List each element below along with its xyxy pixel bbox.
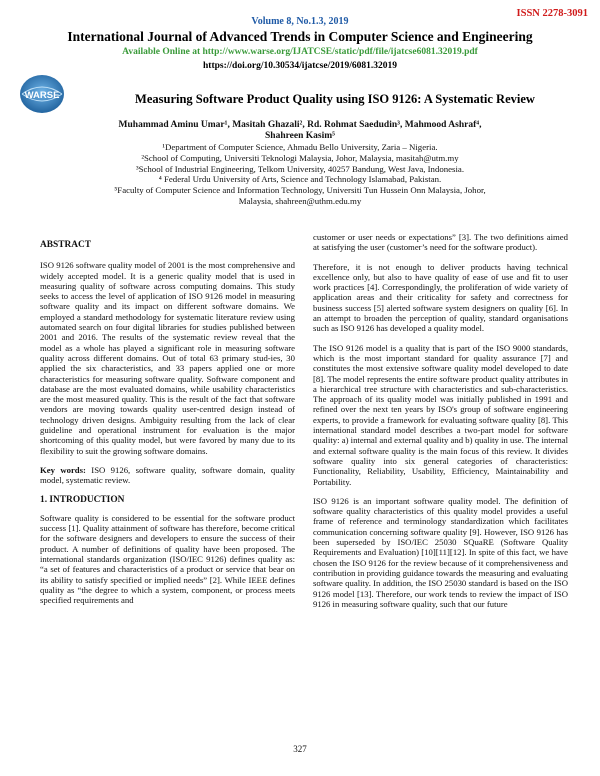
page-number: 327	[293, 744, 307, 754]
author-line-1: Muhammad Aminu Umar¹, Masitah Ghazali², Rd. Rohmat Saedudin³, Mahmood Ashraf⁴,	[118, 120, 482, 130]
abstract-text: ISO 9126 software quality model of 2001 is the most comprehensive and widely accepted model. It is a generic quality model that is used in measuring quality of software across computing domains. This study seeks to access the level of application of ISO 9126 model in measuring software quality and its impact on different software domains. We employed a standard methodology for systematic literature review using automated search on four digital libraries for studies published between 2001 and 2016. The results of the systematic review reveal that the model as a whole has played a significant role in measuring software quality across different domains. Out of total 63 primary stud-ies, 30 applied the six characteristics, and 33 papers applied one or more characteristics for measuring software quality. Software component and database are the most evaluated domains, while usability characteristics are the most measured quality. This is the result of the fact that software vendors are moving towards quality user-centred design instead of technology driven designs. Ambiguity resulting from the lack of clear guideline and operational instrument for evaluation is the major shortcoming of this quality model, but were favored by many due to its flexibility to suit the growing software domains.	[40, 260, 295, 456]
doi-link[interactable]: https://doi.org/10.30534/ijatcse/2019/6081.32019	[203, 61, 397, 71]
right-paragraph-2: Therefore, it is not enough to deliver products having technical excellence only, but also to have quality of ease of use and fit to user work practices [4]. Correspondingly, the proliferation of wide variety of application areas and their criticality for safety and correctness for business success [5] alerted software system designers on quality [6]. In an attempt to broaden the perception of quality, standard organisations such as ISO 9126 has developed a quality model.	[313, 261, 568, 334]
issn-label: ISSN 2278-3091	[516, 8, 588, 19]
right-paragraph-3: The ISO 9126 model is a quality that is part of the ISO 9000 standards, which is the most important standard for quality assurance [7] and constitutes the most extensive software quality model developed to date [8]. The model represents the entire software product quality attributes in a hierarchical tree structure with characteristics and sub-characteristics. The approach of its quality model was initially published in 1991 and refined over the next ten years by ISO's group of software engineering experts, to provide a framework for evaluating software quality [8]. This international standard model describes a two-part model for software quality: a) internal and external quality and b) quality in use. The internal and external software quality is the main focus of this review. It divides software quality into six general categories of characteristics: Functionality, Reliability, Usability, Efficiency, Maintainability and Portability.	[313, 342, 568, 487]
affiliations	[40, 142, 560, 207]
intro-paragraph-1: Software quality is considered to be essential for the software product success [1]. Quality attainment of software has therefore, become critical for the software designers and developers to ensure the success of their product. A number of definitions of quality have been proposed. The international standards organization (ISO/IEC 9126) defines quality as: “a set of features and characteristics of a product or service that bear on its ability to satisfy specified or implied needs” [2]. While IEEE defines quality as “the degree to which a system, component, or process meets specified requirements and	[40, 512, 295, 606]
abstract-heading: ABSTRACT	[40, 240, 92, 250]
right-paragraph-1: customer or user needs or expectations” [3]. The two definitions aimed at satisfying the user (customer’s need for the software product).	[313, 232, 568, 253]
affiliation-5-cont: Malaysia, shahreen@uthm.edu.my	[238, 195, 362, 206]
affiliation-5: ⁵Faculty of Computer Science and Information Technology, Universiti Tun Hussein Onn Malaysia, Johor,	[114, 185, 486, 196]
author-list	[60, 120, 540, 142]
online-link[interactable]: Available Online at http://www.warse.org/IJATCSE/static/pdf/file/ijatcse6081.32019.pdf	[122, 47, 478, 57]
volume-label: Volume 8, No.1.3, 2019	[251, 16, 349, 27]
keywords	[40, 465, 295, 486]
logo-text: WARSE	[24, 90, 60, 101]
warse-logo	[14, 72, 70, 116]
left-column	[40, 240, 295, 615]
introduction-heading: 1. INTRODUCTION	[40, 494, 125, 505]
journal-title: International Journal of Advanced Trends in Computer Science and Engineering	[67, 29, 533, 44]
affiliation-3: ³School of Industrial Engineering, Telkom University, 40257 Bandung, West Java, Indonesia.	[135, 163, 465, 174]
paper-title: Measuring Software Product Quality using ISO 9126: A Systematic Review	[135, 92, 535, 106]
right-paragraph-4: ISO 9126 is an important software quality model. The definition of software quality characteristics of this quality model provides a useful frame of reference and terminology standardization which facilitates communication concerning software quality [9]. However, ISO 9126 has been superseded by ISO/IEC 25030 SQuaRE (Software Quality Requirements and Evaluation) [10][11][12]. In spite of this fact, we have chosen the ISO 9126 for the review because of it comprehensiveness and contribution in providing guidance towards the measuring and evaluating software quality. In addition, the ISO 25030 standard is based on the ISO 9126 model [13]. Therefore, our work tends to review the impact of ISO 9126 in measuring software quality, such that our future	[313, 495, 568, 609]
affiliation-4: ⁴ Federal Urdu University of Arts, Science and Technology Islamabad, Pakistan.	[158, 174, 442, 185]
affiliation-1: ¹Department of Computer Science, Ahmadu Bello University, Zaria – Nigeria.	[162, 142, 438, 152]
keywords-text: ISO 9126, software quality, software domain, quality model, systematic review.	[40, 464, 295, 486]
affiliation-2: ²School of Computing, Universiti Teknologi Malaysia, Johor, Malaysia, masitah@utm.my	[141, 152, 459, 163]
right-column	[313, 232, 568, 618]
keywords-label: Key words:	[40, 464, 86, 475]
author-line-2: Shahreen Kasim⁵	[265, 131, 335, 141]
